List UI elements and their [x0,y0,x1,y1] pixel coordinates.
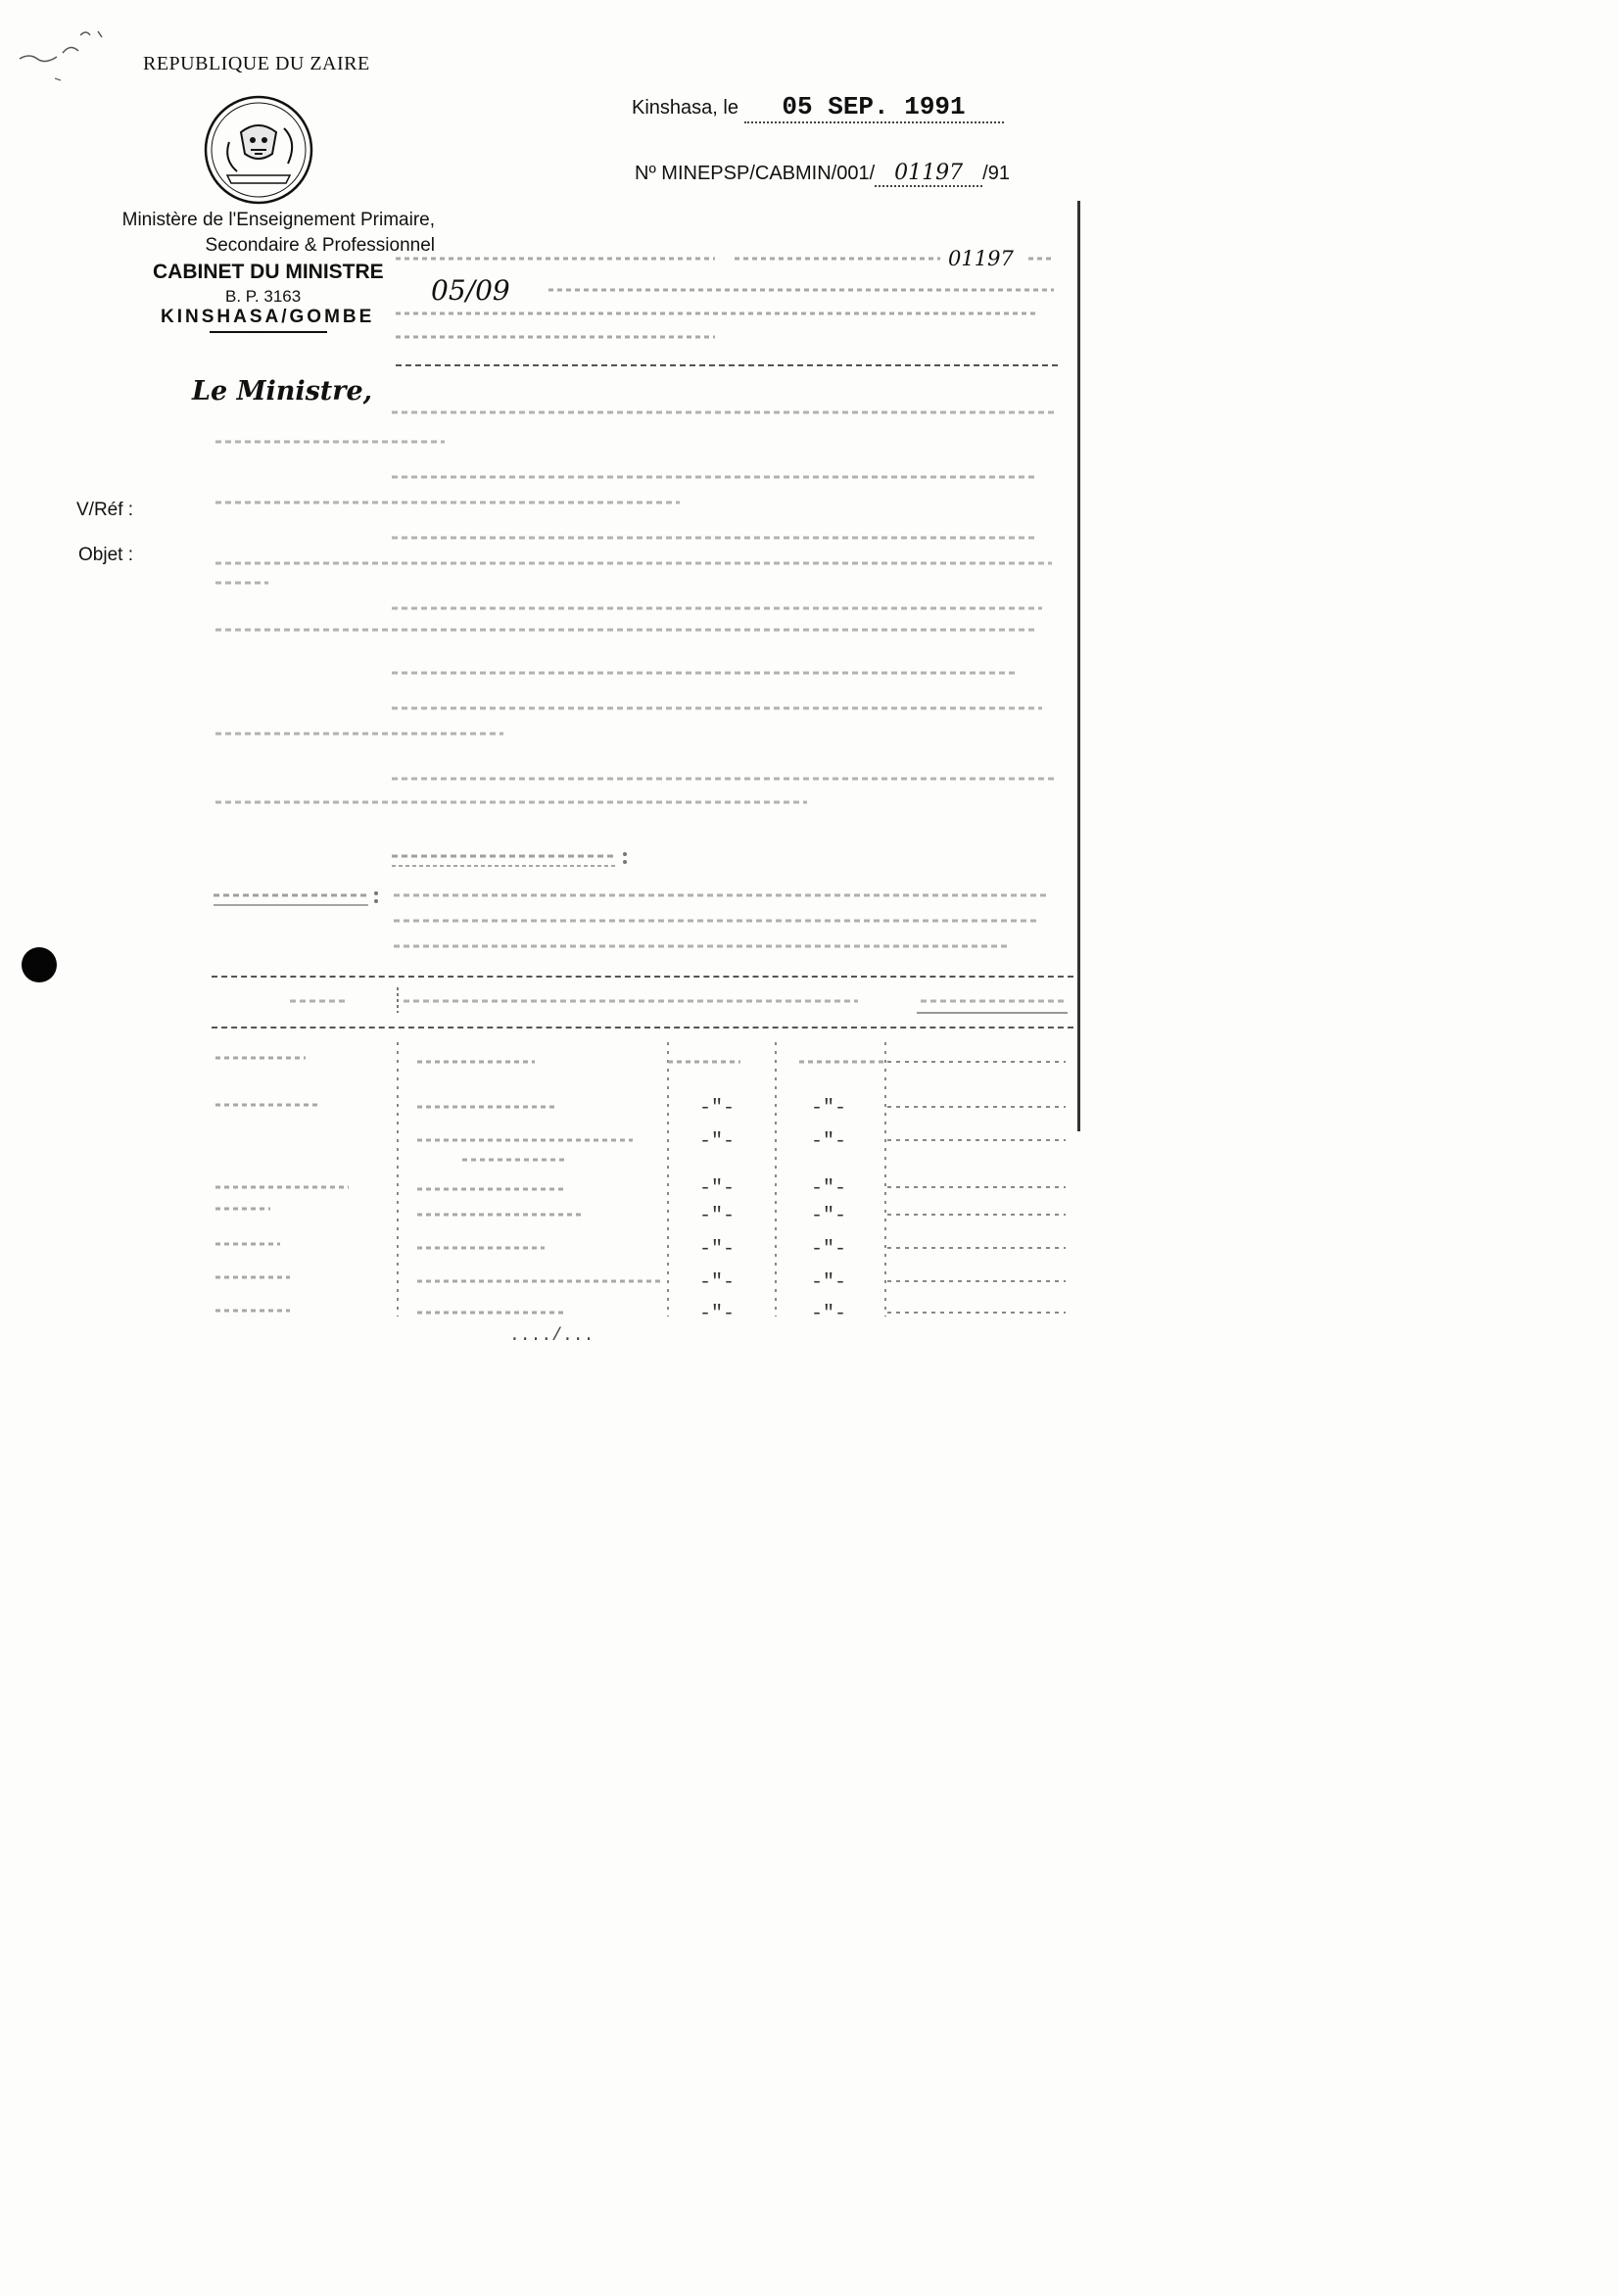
table-cell: -"- [811,1271,847,1294]
ministry-line-2: Secondaire & Professionnel [205,235,435,256]
ministry-line-1: Ministère de l'Enseignement Primaire, [121,210,435,230]
table-row [811,1238,846,1261]
punch-hole [22,947,57,982]
table-row [811,1130,846,1153]
table-cell: -"- [811,1097,847,1120]
table-cell: -"- [811,1205,847,1227]
table-row [699,1205,735,1227]
national-seal [202,93,315,207]
place-date-line [632,92,1004,123]
city-underline [210,331,327,333]
arrete-handwritten-date: 05/09 [431,274,510,307]
decision-heading [390,846,635,870]
data-table [212,1042,1073,1326]
republic-heading: REPUBLIQUE DU ZAIRE [143,53,370,74]
table-header [212,983,1073,1023]
table-row [699,1130,735,1153]
table-cell: -"- [699,1130,736,1153]
signatory-label: Le Ministre, [192,376,373,407]
reference-suffix: /91 [982,163,1010,184]
table-row [699,1097,735,1120]
table-cell: -"- [811,1303,847,1325]
body-text [210,397,1062,828]
place-label: Kinshasa, le [632,97,738,119]
cabinet-heading: CABINET DU MINISTRE [153,261,384,283]
table-header-rule [212,1027,1073,1028]
table-row [699,1238,735,1261]
table-row [811,1097,846,1120]
table-row [699,1303,735,1325]
table-cell: -"- [699,1177,736,1200]
ministry-name [90,208,435,259]
po-box: B. P. 3163 [225,287,302,306]
table-row [811,1205,846,1227]
table-row [699,1271,735,1294]
table-cell: -"- [699,1238,736,1261]
objet-label: Objet : [78,545,133,565]
table-cell: -"- [699,1303,736,1325]
table-cell: -"- [811,1177,847,1200]
arrete-handwritten-number: 01197 [948,247,1014,270]
table-cell: -"- [811,1130,847,1153]
date-stamp: 05 SEP. 1991 [782,92,966,121]
margin-scribble [12,18,119,86]
table-row [699,1177,735,1200]
table-cell: -"- [699,1271,736,1294]
article-1-label [212,885,384,909]
table-cell: -"- [699,1097,736,1120]
table-top-rule [212,976,1073,978]
article-1-text [390,885,1066,958]
title-rule [396,364,1058,366]
table-cell: -"- [699,1205,736,1227]
continuation-marker: ..../... [509,1326,595,1346]
reference-line [635,161,1010,187]
city-gombe: KINSHASA/GOMBE [161,307,375,327]
table-row [811,1177,846,1200]
table-cell: -"- [811,1238,847,1261]
table-row [811,1271,846,1294]
reference-number: 01197 [894,161,964,185]
vref-label: V/Réf : [76,500,134,520]
table-row [811,1303,846,1325]
reference-prefix: Nº MINEPSP/CABMIN/001/ [635,163,876,184]
page-edge-line [1077,201,1080,1131]
